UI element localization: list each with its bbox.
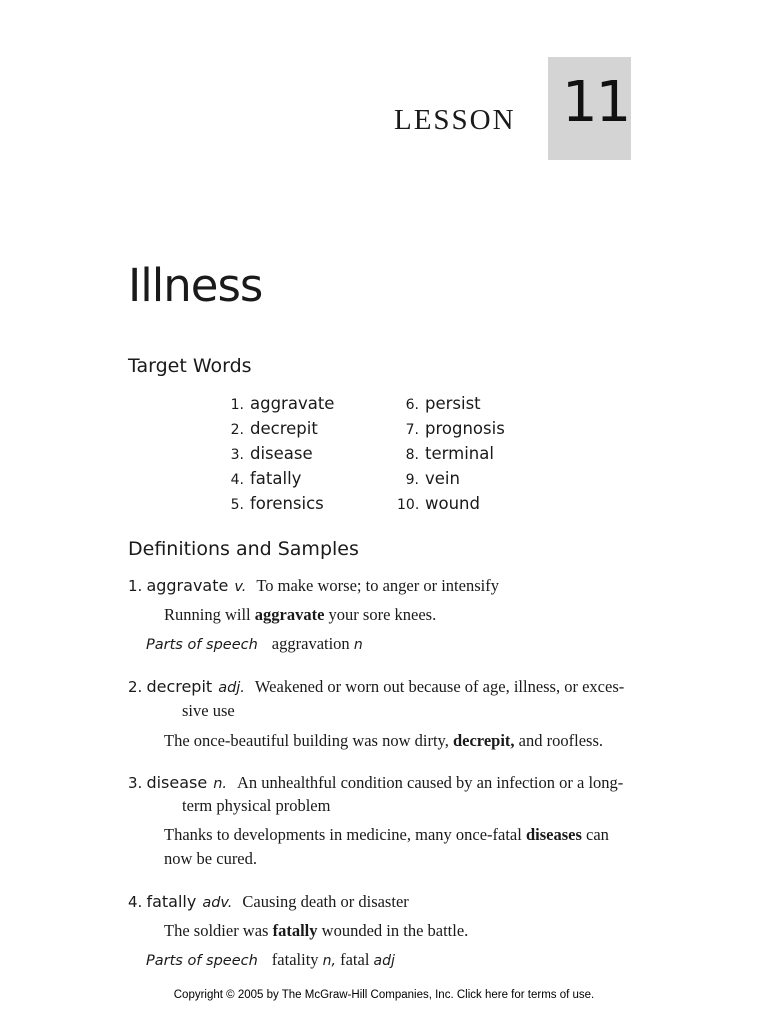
sample-sentence: Thanks to developments in medicine, many once-fatal diseases can bbox=[164, 825, 609, 844]
lesson-number: 11 bbox=[562, 70, 630, 135]
definition-continuation: sive use bbox=[182, 701, 235, 720]
target-word-item: 10. wound bbox=[397, 494, 480, 513]
definition-entry-fatally: 4. fatally adv. Causing death or disaster bbox=[128, 892, 409, 911]
target-word-item: 4. fatally bbox=[230, 469, 302, 488]
definition-entry-disease: 3. disease n. An unhealthful condition caused by an infection or a long- bbox=[128, 773, 624, 792]
target-word-item: 9. vein bbox=[405, 469, 460, 488]
target-words-column-2 bbox=[397, 392, 505, 517]
terms-of-use-link[interactable]: Copyright © 2005 by The McGraw-Hill Companies, Inc. Click here for terms of use. bbox=[173, 989, 595, 1001]
target-word-item: 3. disease bbox=[230, 444, 313, 463]
sample-sentence: The soldier was fatally wounded in the battle. bbox=[164, 921, 469, 940]
parts-of-speech: Parts of speech fatality n, fatal adj bbox=[146, 950, 395, 969]
page-title: Illness bbox=[128, 259, 263, 312]
parts-of-speech: Parts of speech aggravation n bbox=[146, 634, 363, 653]
lesson-number-box bbox=[548, 57, 631, 160]
definition-continuation: term physical problem bbox=[182, 796, 331, 815]
definitions-heading: Definitions and Samples bbox=[128, 538, 359, 560]
target-word-item: 5. forensics bbox=[230, 494, 324, 513]
target-word-item: 2. decrepit bbox=[230, 419, 318, 438]
target-word-item: 1. aggravate bbox=[230, 394, 335, 413]
sample-sentence-continuation: now be cured. bbox=[164, 849, 258, 868]
definition-entry-aggravate: 1. aggravate v. To make worse; to anger or intensify bbox=[128, 576, 499, 595]
copyright-footer bbox=[0, 989, 768, 1001]
lesson-label: LESSON bbox=[394, 104, 516, 136]
definition-entry-decrepit: 2. decrepit adj. Weakened or worn out because of age, illness, or exces- bbox=[128, 677, 625, 696]
target-words-column-1 bbox=[228, 392, 334, 517]
target-word-item: 8. terminal bbox=[405, 444, 494, 463]
target-word-item: 7. prognosis bbox=[405, 419, 505, 438]
sample-sentence: The once-beautiful building was now dirty, decrepit, and roofless. bbox=[164, 731, 603, 750]
target-words-heading: Target Words bbox=[128, 355, 252, 377]
target-word-item: 6. persist bbox=[405, 394, 481, 413]
sample-sentence: Running will aggravate your sore knees. bbox=[164, 605, 437, 624]
